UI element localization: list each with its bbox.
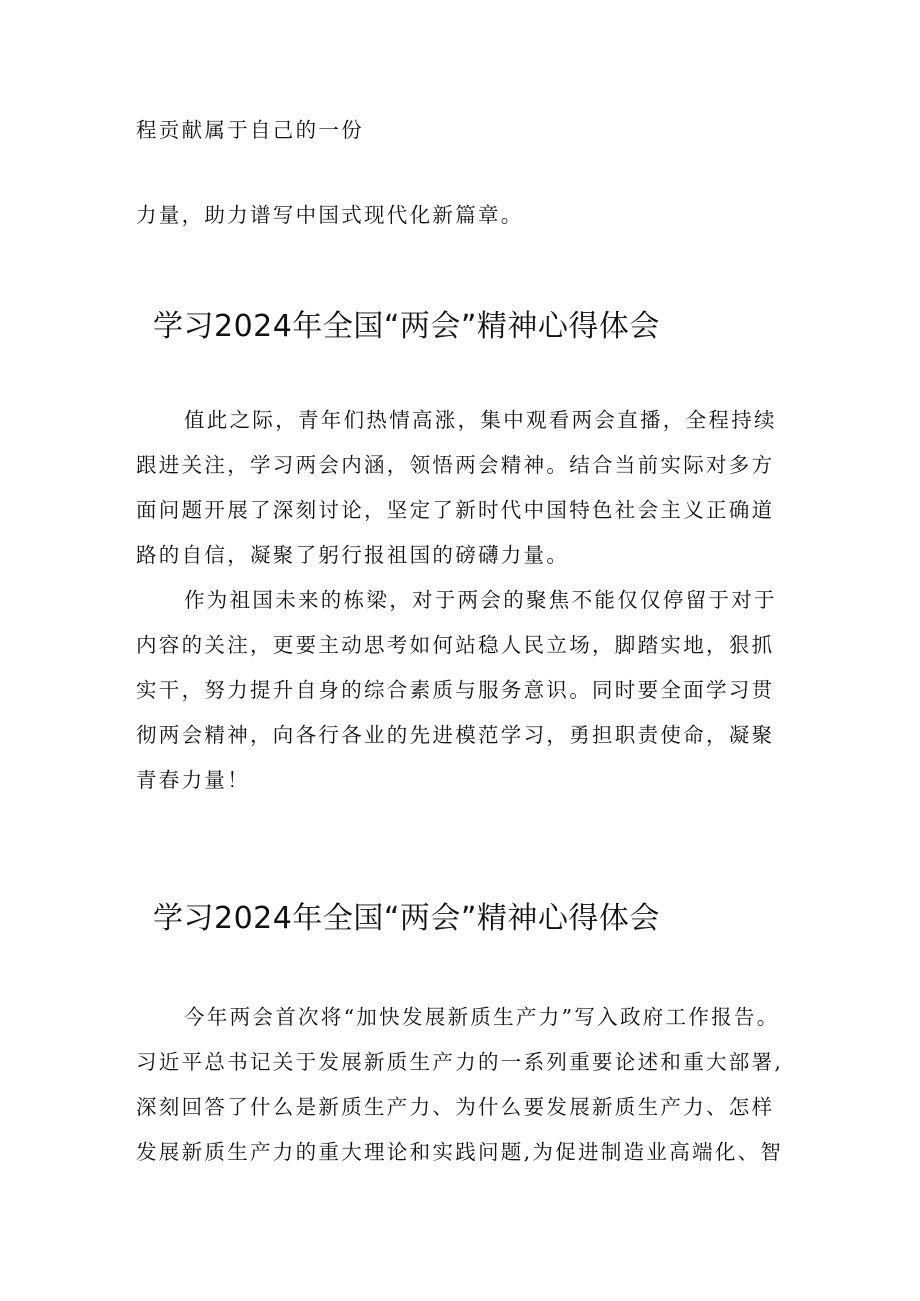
- paragraph-line: 发展新质生产力的重大理论和实践问题,为促进制造业高端化、智: [136, 1140, 784, 1164]
- paragraph-line: 作为祖国未来的栋梁，对于两会的聚焦不能仅仅停留于对于: [184, 588, 777, 612]
- paragraph-line: 今年两会首次将“加快发展新质生产力”写入政府工作报告。: [184, 1005, 780, 1029]
- paragraph-line: 值此之际，青年们热情高涨，集中观看两会直播，全程持续: [184, 408, 777, 432]
- paragraph-line: 内容的关注，更要主动思考如何站稳人民立场，脚踏实地，狠抓: [136, 633, 775, 657]
- paragraph-line: 习近平总书记关于发展新质生产力的一系列重要论述和重大部署,: [136, 1050, 784, 1074]
- paragraph-line: 路的自信，凝聚了躬行报祖国的磅礴力量。: [136, 543, 570, 567]
- paragraph-line: 实干，努力提升自身的综合素质与服务意识。同时要全面学习贯: [136, 678, 775, 702]
- intro-line-1: 程贡献属于自己的一份: [136, 118, 364, 142]
- section1-paragraph-1: [136, 398, 808, 578]
- paragraph-line: 跟进关注，学习两会内涵，领悟两会精神。结合当前实际对多方: [136, 453, 775, 477]
- paragraph-line: 深刻回答了什么是新质生产力、为什么要发展新质生产力、怎样: [136, 1095, 775, 1119]
- section2-paragraph-1: [136, 995, 808, 1175]
- paragraph-line: 青春力量！: [136, 768, 250, 792]
- paragraph-line: 面问题开展了深刻讨论，坚定了新时代中国特色社会主义正确道: [136, 498, 775, 522]
- section1-paragraph-2: [136, 578, 808, 803]
- section2-heading: 学习2024年全国“两会”精神心得体会: [153, 901, 660, 936]
- paragraph-line: 彻两会精神，向各行各业的先进模范学习，勇担职责使命，凝聚: [136, 723, 775, 747]
- intro-line-2: 力量，助力谱写中国式现代化新篇章。: [136, 203, 524, 227]
- section1-heading: 学习2024年全国“两会”精神心得体会: [153, 309, 660, 344]
